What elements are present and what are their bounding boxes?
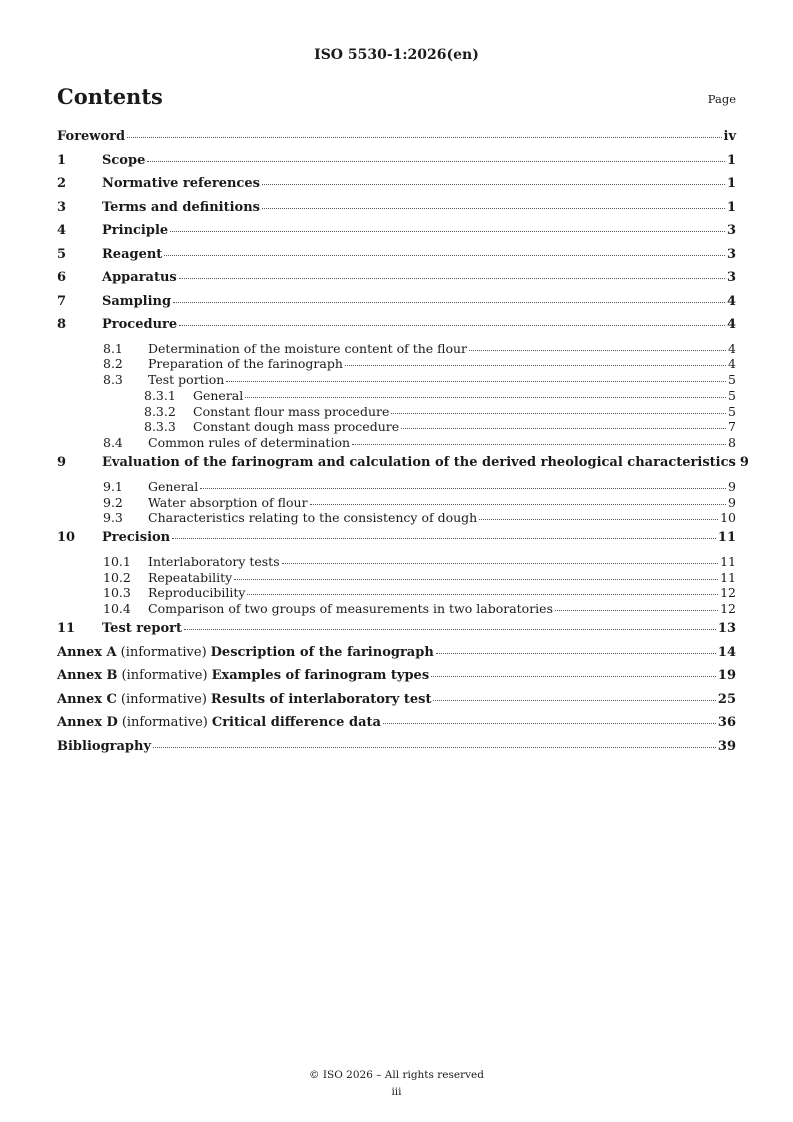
toc-dot-leader — [247, 593, 718, 595]
toc-entry-page: 11 — [720, 569, 736, 585]
toc-entry-number: 5 — [57, 246, 67, 262]
toc-entry-title[interactable]: Description of the farinograph — [210, 644, 434, 660]
toc-dot-leader — [391, 412, 726, 414]
toc-entry-title[interactable]: Test portion — [148, 372, 225, 388]
toc-entry-number: 11 — [57, 621, 76, 637]
toc-entry-title[interactable]: Apparatus — [102, 270, 177, 285]
toc-entry-title[interactable]: Foreword — [57, 129, 126, 144]
toc-entry-title[interactable]: Results of interlaboratory test — [210, 691, 432, 707]
toc-entry-title[interactable]: Reproducibility — [148, 585, 246, 601]
toc-entry[interactable] — [57, 294, 736, 318]
toc-dot-leader — [345, 364, 726, 366]
toc-entry-page: 9 — [728, 478, 736, 494]
toc-entry-page: 9 — [739, 455, 749, 471]
toc-entry[interactable] — [57, 176, 736, 200]
toc-entry-number: 9.3 — [103, 510, 123, 526]
toc-entry-page: 3 — [726, 223, 736, 238]
toc-entry-page: 11 — [720, 553, 736, 569]
toc-dot-leader — [179, 277, 725, 279]
toc-dot-leader — [173, 301, 725, 303]
page-column-label: Page — [707, 92, 736, 106]
toc-entry[interactable] — [57, 317, 736, 341]
toc-entry[interactable] — [57, 455, 749, 479]
toc-entry[interactable] — [57, 570, 736, 586]
toc-dot-leader — [469, 349, 726, 351]
toc-entry-page: 10 — [720, 510, 736, 526]
toc-entry-number: 4 — [57, 223, 67, 238]
toc-entry[interactable] — [57, 247, 736, 271]
toc-entry-page: 19 — [717, 668, 736, 684]
toc-entry-title[interactable]: General — [148, 478, 199, 494]
toc-entry[interactable] — [57, 129, 736, 153]
toc-entry[interactable] — [57, 739, 736, 763]
toc-annex-informative: (informative) — [120, 691, 207, 707]
toc-entry-title[interactable]: Critical difference data — [211, 715, 381, 731]
toc-entry[interactable] — [57, 715, 736, 739]
toc-entry-number: 1 — [57, 152, 67, 168]
toc-entry-page: 36 — [717, 715, 736, 731]
page-number: iii — [391, 1086, 402, 1098]
toc-dot-leader — [310, 503, 727, 505]
toc-entry-number: 6 — [57, 270, 67, 285]
toc-entry-page: 4 — [728, 340, 736, 356]
toc-dot-leader — [436, 652, 716, 654]
toc-entry-number: 8 — [57, 317, 67, 332]
toc-dot-leader — [127, 136, 721, 138]
toc-entry-number: 10 — [57, 530, 76, 546]
toc-entry-title[interactable]: Procedure — [102, 317, 178, 332]
toc-dot-leader — [282, 562, 718, 564]
toc-dot-leader — [262, 207, 725, 209]
toc-entry-number: 8.2 — [103, 356, 123, 372]
toc-entry[interactable] — [57, 372, 736, 388]
table-of-contents — [57, 129, 749, 762]
toc-entry-title[interactable]: Repeatability — [148, 569, 233, 585]
toc-dot-leader — [172, 537, 716, 539]
toc-dot-leader — [433, 699, 715, 701]
toc-dot-leader — [164, 254, 725, 256]
toc-entry-page: 4 — [728, 356, 736, 372]
toc-entry[interactable] — [57, 510, 736, 530]
toc-entry[interactable] — [57, 419, 736, 435]
toc-entry-number: 8.3.1 — [144, 387, 176, 403]
toc-entry-page: 11 — [717, 530, 736, 546]
page-title: Contents — [57, 84, 163, 109]
toc-annex-label: Annex A — [57, 644, 117, 660]
toc-entry-page: 12 — [720, 585, 736, 601]
toc-dot-leader — [431, 675, 716, 677]
toc-entry-title[interactable]: Determination of the moisture content of the flour — [148, 340, 468, 356]
toc-entry[interactable] — [57, 404, 736, 420]
toc-entry-page: 8 — [728, 435, 736, 451]
toc-entry[interactable] — [57, 495, 736, 511]
toc-entry-number: 8.4 — [103, 435, 123, 451]
toc-dot-leader — [170, 230, 725, 232]
toc-entry-page: 3 — [726, 270, 736, 285]
toc-entry[interactable] — [57, 645, 736, 669]
toc-entry[interactable] — [57, 270, 736, 294]
toc-dot-leader — [352, 443, 726, 445]
toc-annex-label: Annex B — [57, 668, 118, 684]
toc-entry-page: 14 — [717, 644, 736, 660]
toc-dot-leader — [179, 324, 725, 326]
copyright-notice: © ISO 2026 – All rights reserved — [309, 1069, 484, 1081]
toc-dot-leader — [200, 487, 726, 489]
toc-dot-leader — [383, 722, 716, 724]
toc-entry[interactable] — [57, 692, 736, 716]
toc-dot-leader — [147, 160, 725, 162]
toc-entry-page: 4 — [726, 293, 736, 309]
toc-entry-title[interactable]: Scope — [102, 152, 146, 168]
toc-entry-number: 10.4 — [103, 601, 131, 617]
toc-entry[interactable] — [57, 153, 736, 177]
toc-entry[interactable] — [57, 585, 736, 601]
toc-entry[interactable] — [57, 479, 736, 495]
toc-entry-page: 39 — [717, 738, 736, 754]
toc-entry-title[interactable]: Interlaboratory tests — [148, 553, 280, 569]
toc-entry-title[interactable]: General — [193, 387, 244, 403]
toc-entry[interactable] — [57, 530, 736, 554]
toc-entry[interactable] — [57, 668, 736, 692]
toc-entry[interactable] — [57, 435, 736, 455]
toc-dot-leader — [262, 183, 725, 185]
toc-entry-page: 5 — [728, 372, 736, 388]
toc-entry-title[interactable]: Bibliography — [57, 738, 152, 754]
toc-dot-leader — [245, 396, 726, 398]
toc-entry-page: iv — [723, 129, 736, 144]
toc-entry[interactable] — [57, 200, 736, 224]
toc-annex-informative: (informative) — [121, 668, 208, 684]
toc-entry-title[interactable]: Water absorption of flour — [148, 494, 308, 510]
toc-dot-leader — [226, 380, 726, 382]
toc-entry-title[interactable]: Terms and definitions — [102, 199, 260, 215]
toc-entry-page: 1 — [726, 199, 736, 215]
toc-dot-leader — [184, 628, 716, 630]
toc-entry-title[interactable]: Examples of farinogram types — [211, 668, 430, 684]
toc-annex-informative: (informative) — [121, 715, 208, 731]
toc-dot-leader — [479, 518, 718, 520]
toc-entry-number: 8.1 — [103, 340, 123, 356]
toc-entry-page: 1 — [726, 152, 736, 168]
toc-entry-number: 2 — [57, 176, 67, 191]
toc-entry-title[interactable]: Normative references — [102, 176, 260, 191]
toc-entry-page: 5 — [728, 387, 736, 403]
toc-entry[interactable] — [57, 601, 736, 621]
toc-entry-number: 8.3.3 — [144, 419, 176, 435]
toc-entry-number: 7 — [57, 293, 67, 309]
toc-entry-title[interactable]: Constant dough mass procedure — [193, 419, 400, 435]
toc-entry[interactable] — [57, 554, 736, 570]
toc-dot-leader — [234, 578, 718, 580]
toc-entry-page: 4 — [726, 317, 736, 332]
toc-entry-title[interactable]: Reagent — [102, 246, 163, 262]
toc-entry-page: 13 — [717, 621, 736, 637]
toc-entry[interactable] — [57, 356, 736, 372]
toc-entry-page: 12 — [720, 601, 736, 617]
toc-entry-page: 5 — [728, 403, 736, 419]
toc-entry-number: 10.2 — [103, 569, 131, 585]
toc-entry-number: 8.3.2 — [144, 403, 176, 419]
toc-entry[interactable] — [57, 223, 736, 247]
toc-entry-page: 9 — [728, 494, 736, 510]
toc-entry-number: 9.1 — [103, 478, 123, 494]
toc-entry-number: 10.1 — [103, 553, 131, 569]
toc-dot-leader — [401, 427, 726, 429]
toc-entry-title[interactable]: Characteristics relating to the consistency of dough — [148, 510, 478, 526]
toc-entry-page: 3 — [726, 246, 736, 262]
toc-entry-number: 9 — [57, 455, 67, 471]
toc-entry-page: 1 — [726, 176, 736, 191]
toc-entry-title[interactable]: Principle — [102, 223, 169, 238]
toc-entry-page: 7 — [728, 419, 736, 435]
toc-entry[interactable] — [57, 388, 736, 404]
toc-dot-leader — [555, 609, 718, 611]
toc-annex-informative: (informative) — [120, 644, 207, 660]
toc-entry-title[interactable]: Sampling — [102, 293, 172, 309]
toc-entry-number: 3 — [57, 199, 67, 215]
toc-entry-title[interactable]: Evaluation of the farinogram and calculation of the derived rheological characteristics — [102, 455, 736, 471]
toc-entry-number: 8.3 — [103, 372, 123, 388]
toc-annex-label: Annex C — [57, 691, 117, 707]
toc-entry[interactable] — [57, 621, 736, 645]
toc-entry-page: 25 — [717, 691, 736, 707]
page-footer — [0, 1067, 793, 1101]
toc-entry-title[interactable]: Precision — [102, 530, 171, 546]
toc-entry-title[interactable]: Constant flour mass procedure — [193, 403, 390, 419]
toc-entry-title[interactable]: Preparation of the farinograph — [148, 356, 343, 372]
document-header: ISO 5530-1:2026(en) — [314, 47, 479, 63]
toc-dot-leader — [153, 746, 716, 748]
toc-annex-label: Annex D — [57, 715, 118, 731]
toc-entry-number: 10.3 — [103, 585, 131, 601]
toc-entry[interactable] — [57, 341, 736, 357]
toc-entry-title[interactable]: Test report — [102, 621, 183, 637]
toc-entry-number: 9.2 — [103, 494, 123, 510]
toc-entry-title[interactable]: Comparison of two groups of measurements in two laboratories — [148, 601, 553, 617]
toc-entry-title[interactable]: Common rules of determination — [148, 435, 351, 451]
